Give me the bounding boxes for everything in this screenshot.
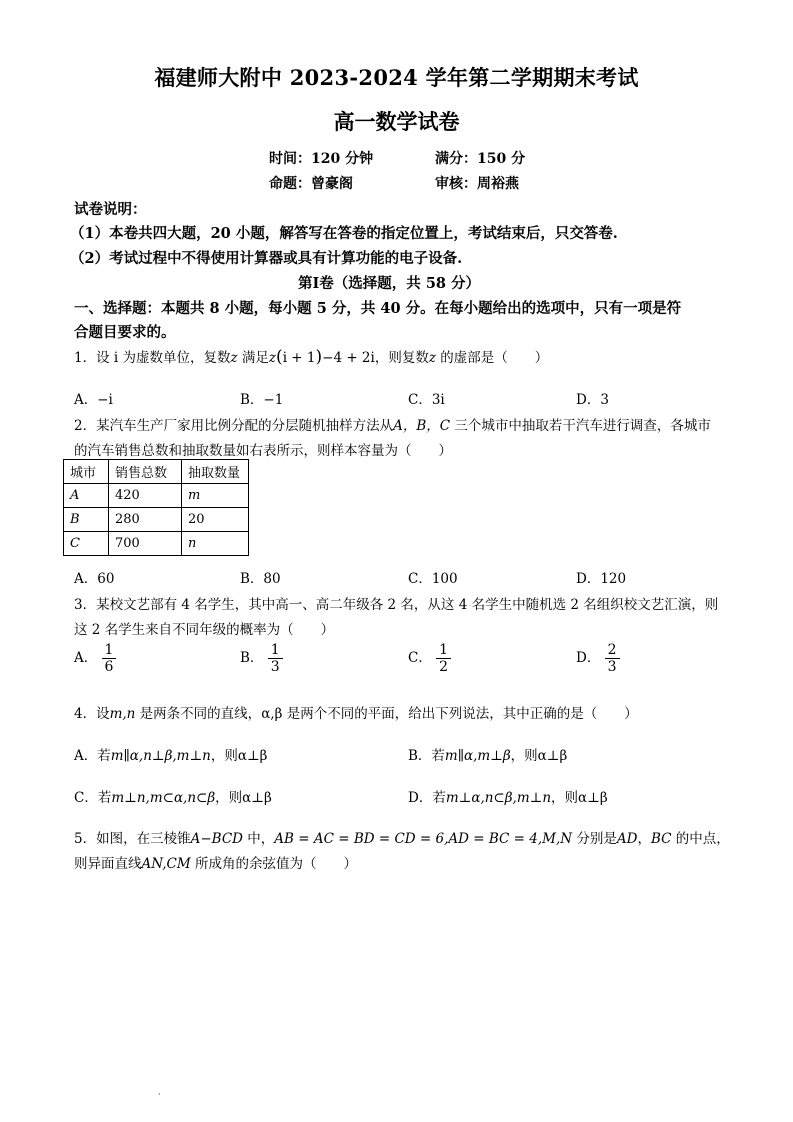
table-cell: C [64,532,109,556]
q1-option-c: C．3i [408,392,445,408]
option-label: A． [74,650,98,666]
table-header-row [64,460,249,484]
option-label: B．若 [408,748,445,764]
q2-text-b: 三个城市中抽取若干汽车进行调查，各城市 [450,418,711,434]
table-cell: m [182,484,249,508]
q2-text-a: 2．某汽车生产厂家用比例分配的分层随机抽样方法从 [74,418,394,434]
q4-option-c [74,786,272,806]
fraction [268,642,283,675]
denominator: 3 [607,659,617,675]
q4-option-a [74,744,268,764]
q2-option-c: C．100 [408,571,458,587]
section-heading-line1: 一、选择题：本题共 8 小题，每小题 5 分，共 40 分。在每小题给出的选项中，只有一项是符 [74,300,682,317]
q4-option-b [408,744,567,764]
exam-subtitle: 高一数学试卷 [333,109,460,134]
q5-text-d: ， [637,831,651,847]
q4-vars-planes: α,β [261,706,283,722]
part1-heading: 第Ⅰ卷（选择题，共 58 分） [298,275,481,292]
q5-text-c: 分别是 [572,831,617,847]
q1-paren-expr: i + 1 [282,350,316,366]
table-row [64,532,249,556]
q1-text-b: 满足 [237,350,269,366]
q1-expr: −4 + 2i [322,350,375,366]
q3-option-b [240,642,283,675]
exam-author: 命题：曾豪阁 [269,176,353,192]
q1-text-a: 1．设 i 为虚数单位，复数 [74,350,231,366]
option-tail: ，则α⊥β [215,790,272,806]
table-row [64,508,249,532]
option-label: D． [576,650,601,666]
q2-option-b: B．80 [240,571,281,587]
option-label: A．若 [74,748,111,764]
question-5-line2 [74,852,357,872]
q5-segment-1: AD [616,831,638,847]
q2-option-d: D．120 [576,571,627,587]
section-heading-line2: 合题目要求的。 [74,324,176,341]
q5-text-e: 的中点， [671,831,730,847]
option-label: C．若 [74,790,112,806]
q1-var-z3: z [428,350,436,366]
numerator: 1 [436,642,451,659]
instruction-item-2: （2）考试过程中不得使用计算器或具有计算功能的电子设备. [70,250,463,267]
q5-segment-2: BC [650,831,672,847]
q1-option-d: D．3 [576,392,609,408]
exam-time: 时间：120 分钟 [269,151,374,167]
numerator: 1 [268,642,283,659]
q1-var-z: z [230,350,238,366]
q3-option-a [74,642,116,675]
q5-lines: AN,CM [141,856,191,872]
exam-score: 满分：150 分 [435,151,526,167]
question-1: 1．设 i 为虚数单位，复数z 满足z(i + 1)−4 + 2i，则复数z 的虚部是（ ） [74,347,549,367]
instructions-heading: 试卷说明： [74,201,147,218]
q2-option-a: A．60 [74,571,115,587]
q1-option-a: A．−i [74,392,113,408]
q2-table [63,459,249,556]
question-5-line1 [74,827,730,847]
q2-vars: A，B，C [393,418,451,434]
footer-mark: · [158,1090,161,1099]
option-expr: m⊥α,n⊂β,m⊥n [445,790,552,806]
q5-condition: AB = AC = BD = CD = 6,AD = BC = 4,M,N [274,831,573,847]
question-2-line1 [74,414,711,434]
q5-text-f: 则异面直线 [74,856,142,872]
q1-var-z2: z [268,350,277,366]
option-expr: m∥α,m⊥β [444,748,511,764]
table-row [64,484,249,508]
exam-reviewer: 审核：周裕燕 [435,176,519,192]
option-tail: ，则α⊥β [210,748,268,764]
denominator: 2 [439,659,449,675]
instruction-item-1: （1）本卷共四大题，20 小题，解答写在答卷的指定位置上，考试结束后，只交答卷. [70,225,618,242]
q3-option-d [576,642,620,675]
q4-text-c: 是两个不同的平面，给出下列说法，其中正确的是（ ） [282,706,638,722]
table-cell: 20 [182,508,249,532]
option-tail: ，则α⊥β [551,790,608,806]
q1-text-d: 的虚部是（ ） [435,350,549,366]
table-header-cell: 城市 [64,460,109,484]
option-label: C． [408,650,432,666]
q1-text-c: ，则复数 [374,350,429,366]
table-cell: A [64,484,109,508]
fraction [436,642,451,675]
q5-text-b: 中， [242,831,275,847]
option-expr: m⊥n,m⊂α,n⊂β [111,790,216,806]
option-label: D．若 [408,790,446,806]
q4-option-d [408,786,608,806]
table-cell: 420 [109,484,182,508]
question-4 [74,702,638,722]
question-2-line2: 的汽车销售总数和抽取数量如右表所示，则样本容量为（ ） [74,443,452,459]
denominator: 6 [104,659,114,675]
q5-text-a: 5．如图，在三棱锥 [74,831,191,847]
q4-vars-lines: m,n [109,706,136,722]
table-cell: 700 [109,532,182,556]
fraction [102,642,117,675]
option-label: B． [240,650,264,666]
q1-option-b: B．−1 [240,392,284,408]
denominator: 3 [270,659,280,675]
q4-text-b: 是两条不同的直线， [135,706,262,722]
table-cell: 280 [109,508,182,532]
numerator: 1 [102,642,117,659]
table-header-cell: 抽取数量 [182,460,249,484]
q5-tetrahedron: A−BCD [190,831,243,847]
table-cell: n [182,532,249,556]
table-header-cell: 销售总数 [109,460,182,484]
q4-text-a: 4．设 [74,706,110,722]
table-cell: B [64,508,109,532]
question-3-line2: 这 2 名学生来自不同年级的概率为（ ） [74,622,335,638]
q5-text-g: 所成角的余弦值为（ ） [190,856,357,872]
q3-option-c [408,642,451,675]
question-3-line1: 3．某校文艺部有 4 名学生，其中高一、高二年级各 2 名，从这 4 名学生中随机选 2 名组织校文艺汇演，则 [74,597,719,613]
fraction [605,642,620,675]
option-expr: m∥α,n⊥β,m⊥n [110,748,211,764]
option-tail: ，则α⊥β [510,748,568,764]
numerator: 2 [605,642,620,659]
exam-title: 福建师大附中 2023-2024 学年第二学期期末考试 [154,65,639,90]
